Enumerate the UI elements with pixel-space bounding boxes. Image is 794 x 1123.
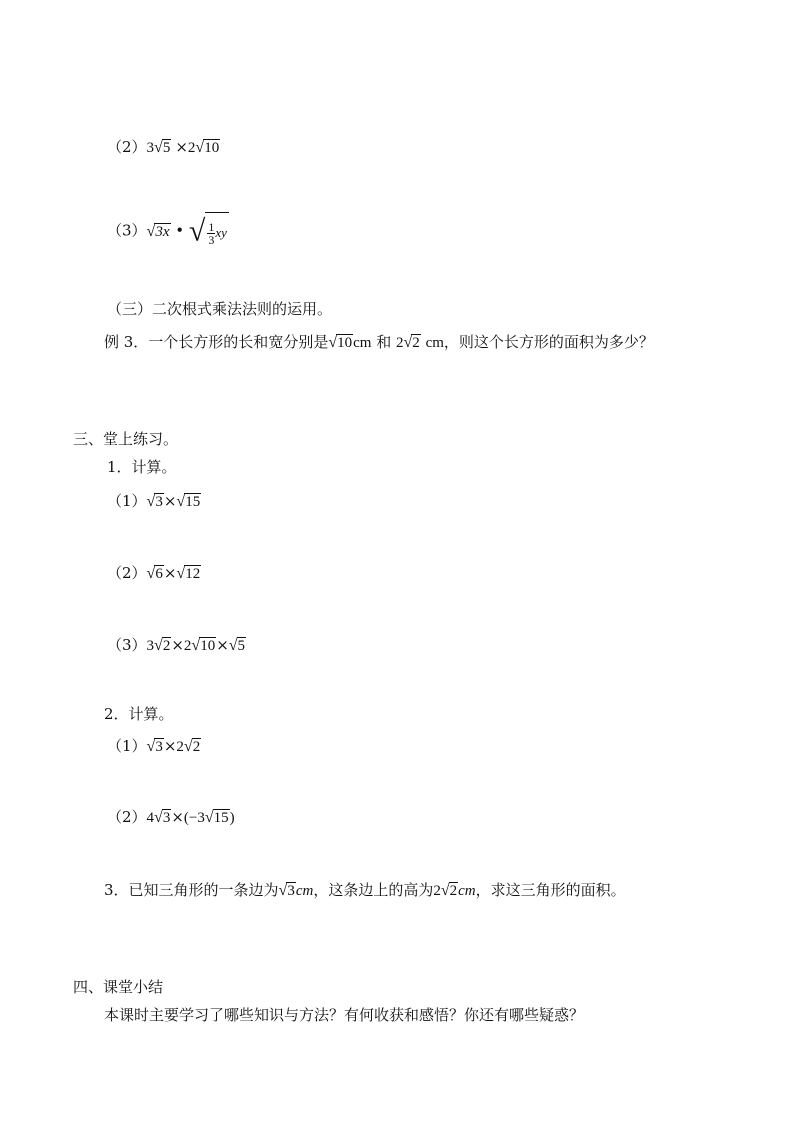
question-1-2: [107, 562, 201, 585]
question-1-title: 1．计算。: [107, 458, 177, 476]
radical: √10: [328, 334, 353, 351]
item-label: （2）: [107, 564, 147, 582]
item-label: （3）: [107, 636, 147, 654]
radical: √10: [191, 637, 216, 654]
question-1-3: （3）3√2×2√10×√5: [107, 634, 246, 657]
times-sign: ×: [171, 636, 184, 654]
radical: √3: [146, 493, 163, 510]
coefficient: 2: [187, 140, 196, 156]
radical: √12: [176, 565, 201, 582]
radical: √3x: [146, 222, 170, 240]
radical: √3: [146, 738, 163, 755]
times-sign: ×: [175, 138, 188, 156]
radical: √2: [403, 334, 420, 351]
coefficient: 3: [146, 140, 155, 156]
exercise-2-2: [107, 136, 220, 159]
practice-title: 三、堂上练习。: [73, 430, 179, 448]
radical: √6: [146, 565, 163, 582]
radical: √15: [204, 809, 229, 826]
item-label: （2）: [107, 138, 147, 156]
section-title: （三）二次根式乘法法则的运用。: [107, 300, 333, 318]
question-2-title: 2．计算。: [104, 705, 174, 723]
exercise-2-3: [107, 212, 229, 251]
radical: √2: [440, 882, 458, 899]
radical: √10: [195, 139, 220, 156]
question-2-2: （2）4√3×(−3√15): [107, 806, 235, 829]
example-3: 例 3．一个长方形的长和宽分别是√10cm 和 2√2 cm，则这个长方形的面积为多少？: [104, 331, 654, 354]
item-label: （2）: [107, 808, 147, 826]
times-sign: ×: [163, 564, 177, 582]
summary-text: 本课时主要学习了哪些知识与方法？有何收获和感悟？你还有哪些疑惑？: [104, 1006, 585, 1024]
times-sign: ×: [216, 636, 229, 654]
radical: √3: [278, 882, 295, 899]
item-label: （1）: [107, 737, 147, 755]
dot-operator: •: [175, 221, 185, 240]
item-label: （1）: [107, 492, 147, 510]
question-1-1: [107, 490, 201, 513]
radical: √5: [154, 139, 171, 156]
times-sign: ×: [171, 808, 184, 826]
question-2-1: （1）√3×2√2: [107, 735, 201, 758]
question-3: 3．已知三角形的一条边为√3cm，这条边上的高为2√2cm，求这三角形的面积。: [104, 879, 626, 902]
times-sign: ×: [163, 492, 177, 510]
radical: √3: [154, 809, 171, 826]
summary-title: 四、课堂小结: [73, 978, 164, 996]
radical: √15: [176, 493, 201, 510]
radical: √5: [228, 637, 246, 654]
fraction-radical: √ $\frac{1}{3}$ xy: [189, 212, 229, 251]
times-sign: ×: [163, 737, 177, 755]
radical: √2: [154, 637, 171, 654]
radical: √2: [183, 738, 201, 755]
item-label: （3）: [107, 221, 147, 240]
